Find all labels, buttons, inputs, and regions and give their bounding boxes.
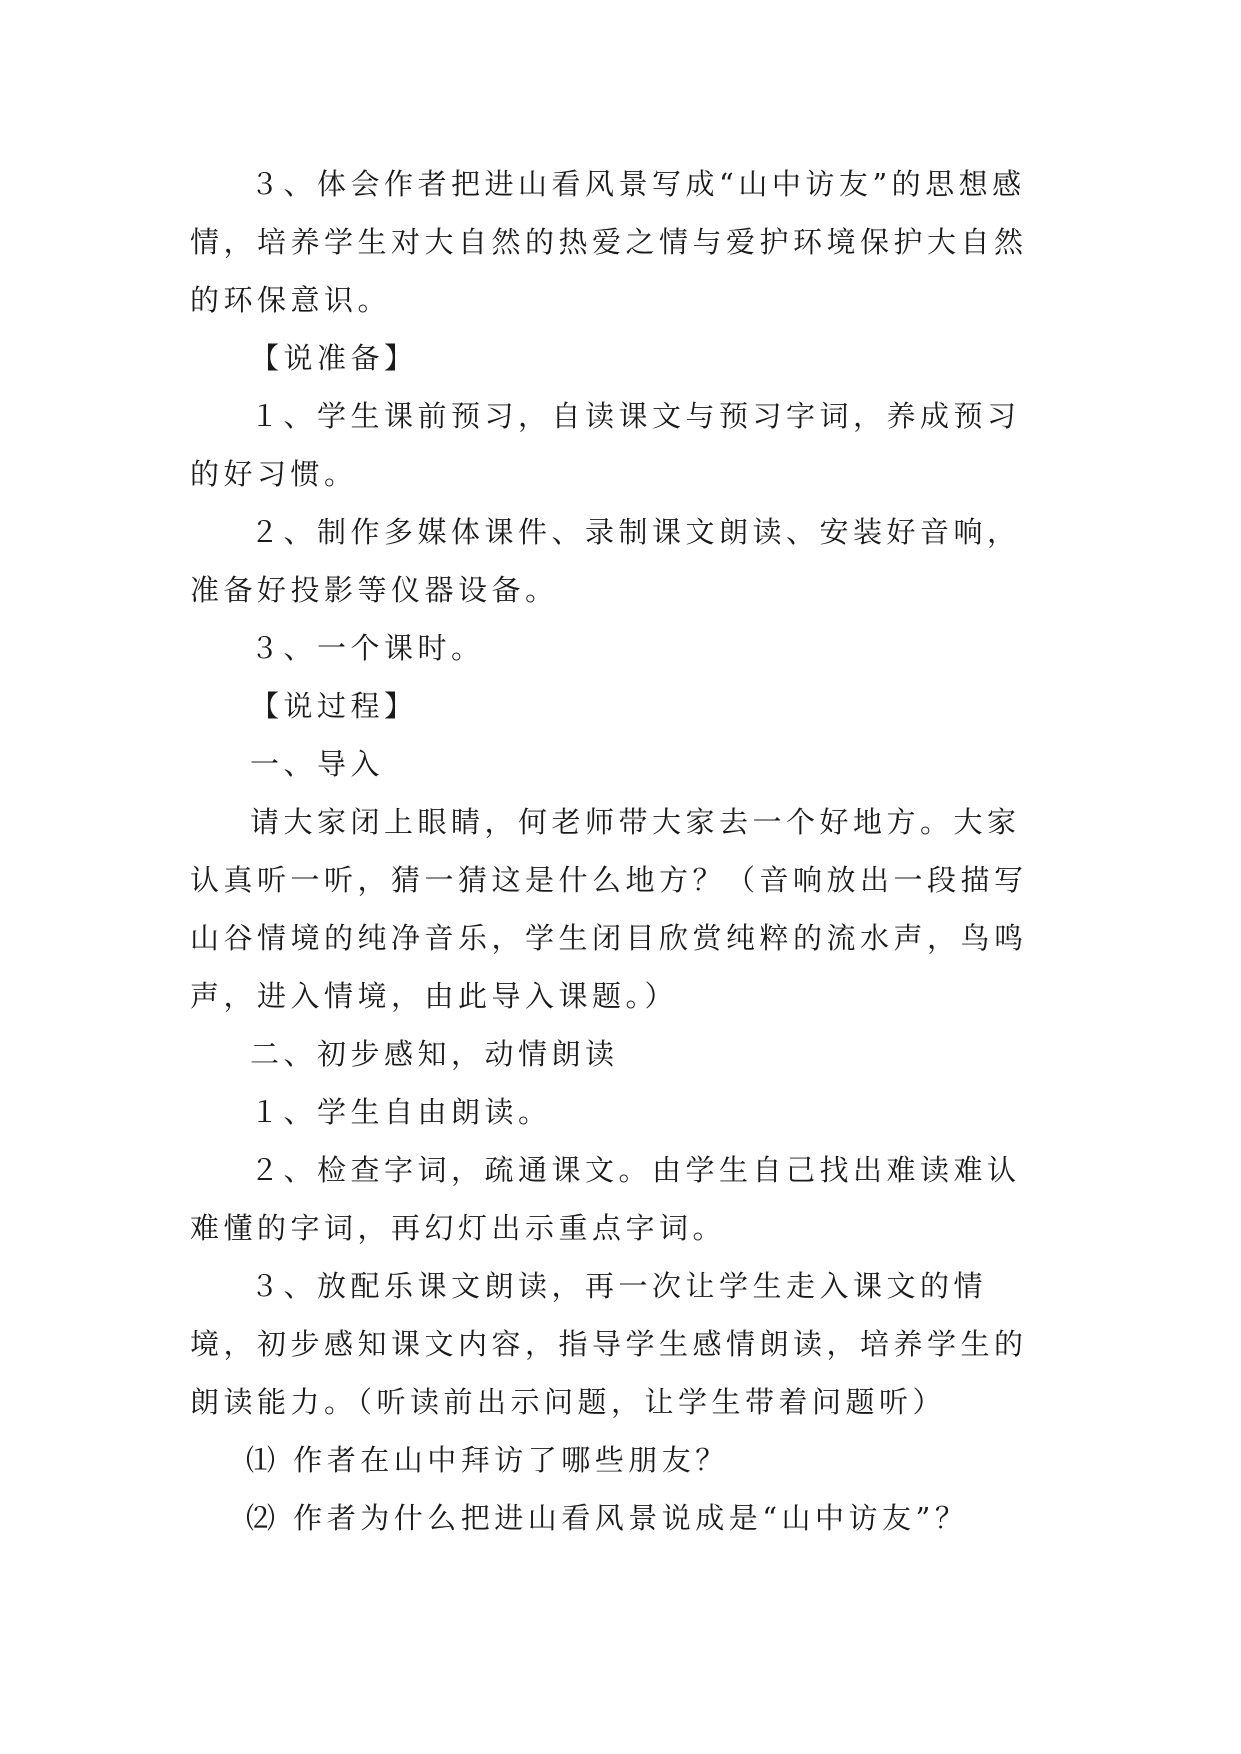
preparation-item-3: ３、一个课时。 — [250, 631, 485, 665]
step-2-item-1: １、学生自由朗读。 — [250, 1095, 552, 1129]
section-heading-process: 【说过程】 — [250, 689, 418, 723]
document-page — [190, 155, 1050, 1547]
question-2: ⑵ 作者为什么把进山看风景说成是“山中访友”？ — [246, 1501, 969, 1535]
step-2-item-2: ２、检查字词，疏通课文。由学生自己找出难读难认难懂的字词，再幻灯出示重点字词。 — [190, 1153, 1021, 1245]
step-1-paragraph: 请大家闭上眼睛，何老师带大家去一个好地方。大家认真听一听，猜一猜这是什么地方？（音响放出一段描写山谷情境的纯净音乐，学生闭目欣赏纯粹的流水声，鸟鸣声，进入情境，由此导入课题。） — [190, 805, 1028, 1013]
step-2-item-3: ３、放配乐课文朗读，再一次让学生走入课文的情境，初步感知课文内容，指导学生感情朗读，培养学生的朗读能力。（听读前出示问题，让学生带着问题听） — [190, 1269, 1028, 1419]
preparation-item-2: ２、制作多媒体课件、录制课文朗读、安装好音响，准备好投影等仪器设备。 — [190, 515, 1021, 607]
objective-3-paragraph: ３、体会作者把进山看风景写成“山中访友”的思想感情，培养学生对大自然的热爱之情与爱护环境保护大自然的环保意识。 — [190, 167, 1028, 317]
step-1-heading: 一、导入 — [250, 747, 385, 781]
question-1: ⑴ 作者在山中拜访了哪些朋友？ — [246, 1443, 729, 1477]
section-heading-preparation: 【说准备】 — [250, 341, 418, 375]
preparation-item-1: １、学生课前预习，自读课文与预习字词，养成预习的好习惯。 — [190, 399, 1021, 491]
step-2-heading: 二、初步感知，动情朗读 — [250, 1037, 619, 1071]
